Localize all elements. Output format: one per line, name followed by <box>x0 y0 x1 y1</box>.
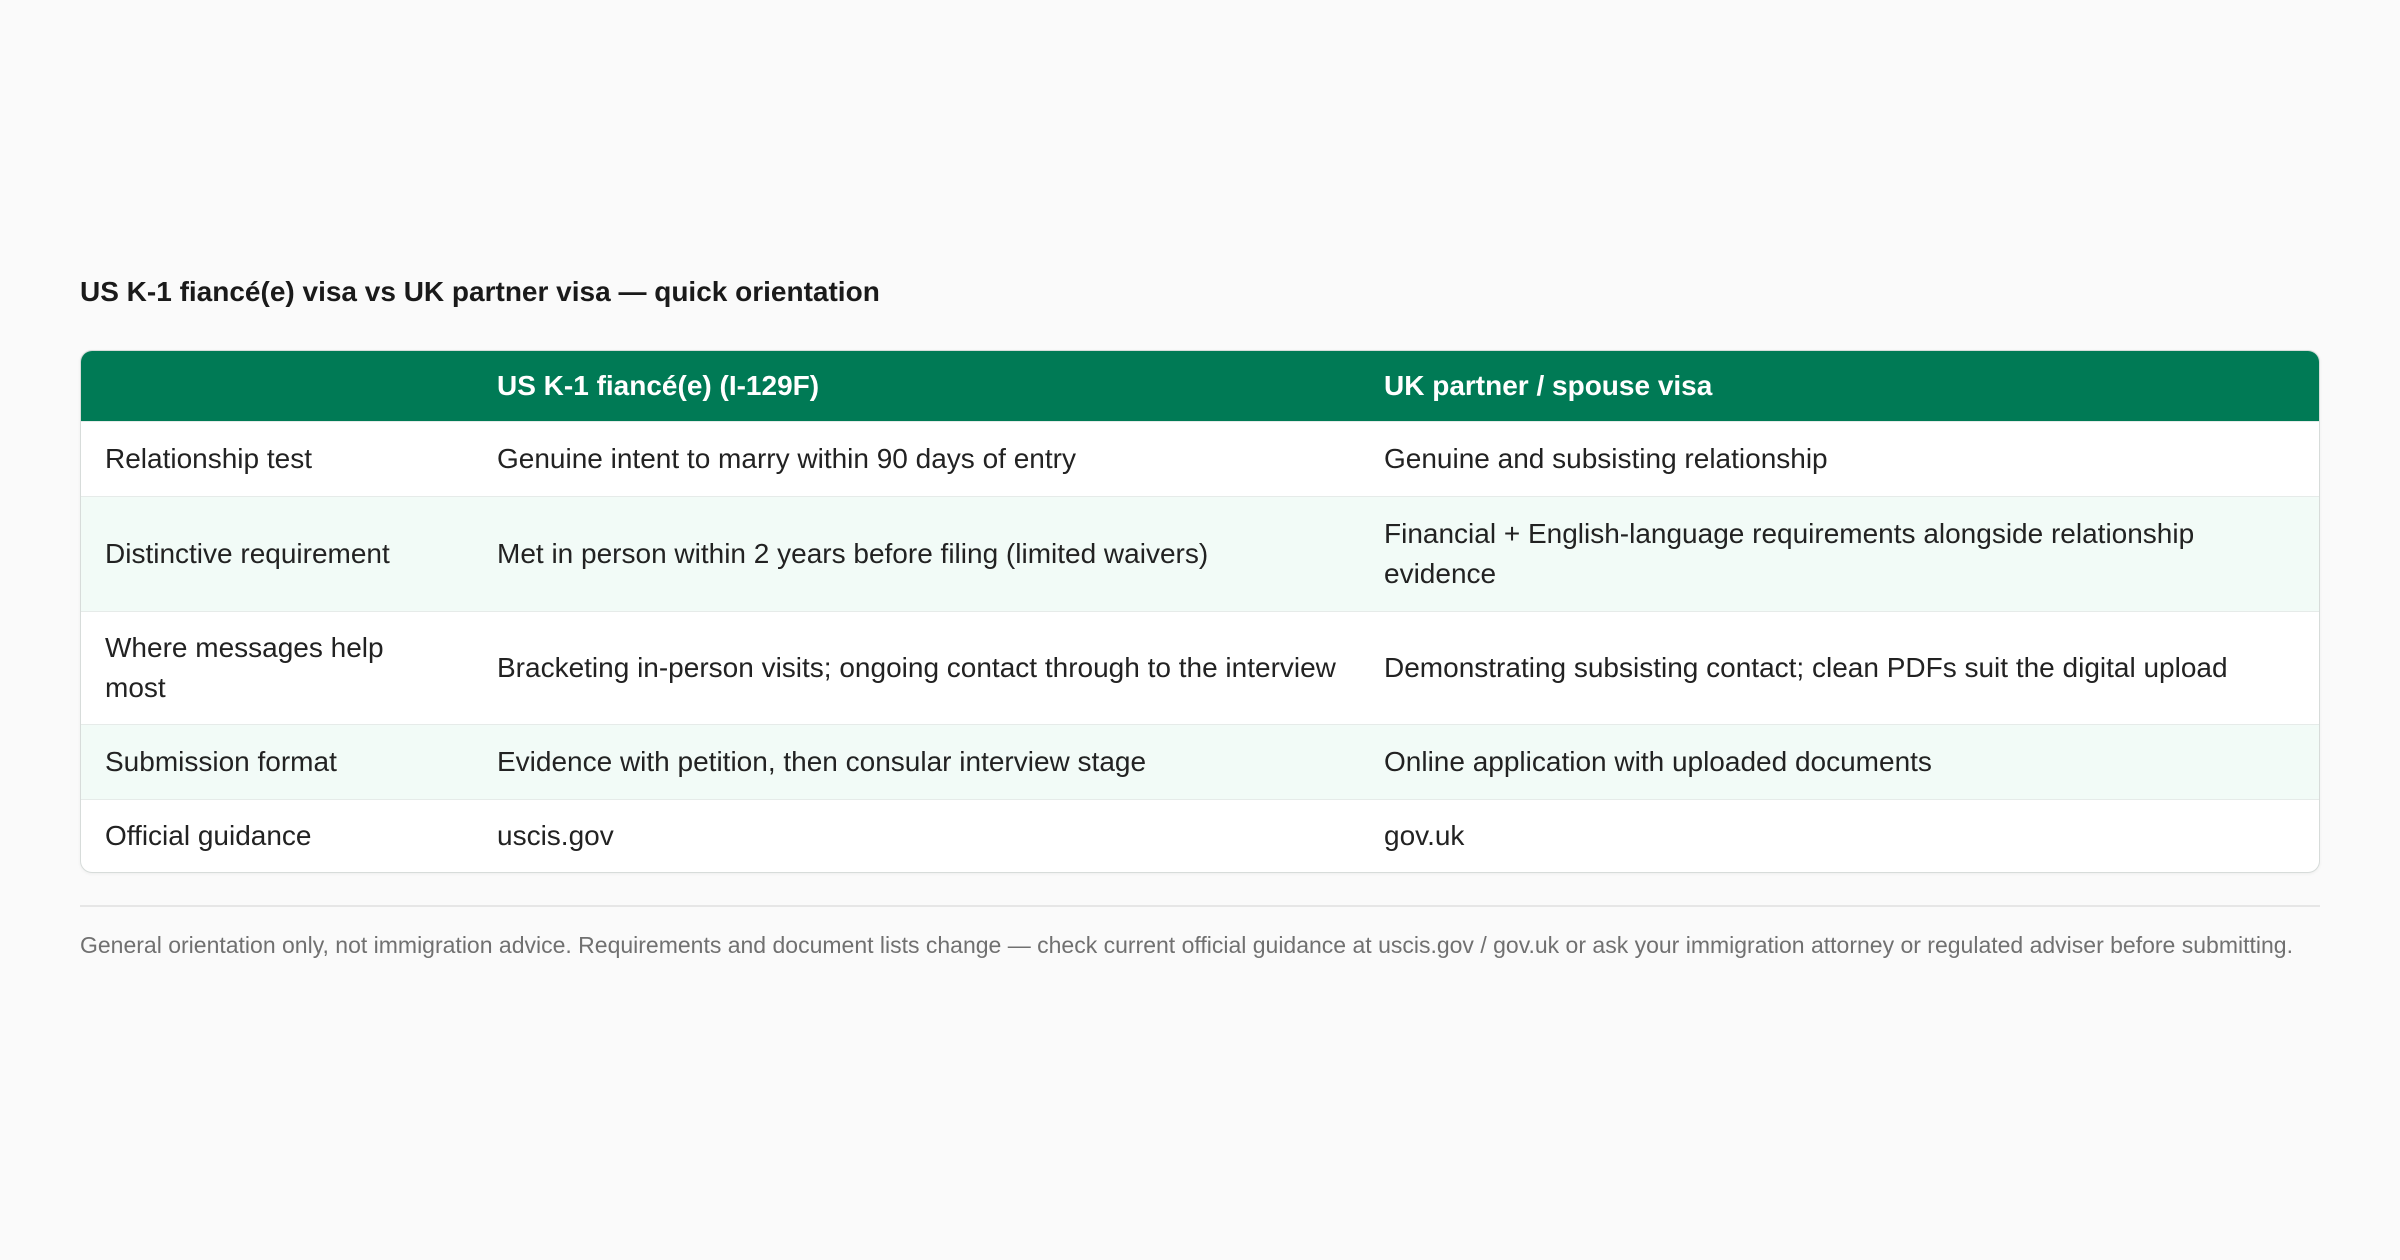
table-row <box>81 422 2319 497</box>
row-label: Where messages help most <box>81 612 473 725</box>
us-cell: uscis.gov <box>473 800 1360 873</box>
comparison-table-card <box>80 350 2320 873</box>
header-cell-criteria <box>81 351 473 422</box>
header-cell-us-k1: US K-1 fiancé(e) (I-129F) <box>473 351 1360 422</box>
uk-cell: gov.uk <box>1360 800 2319 873</box>
comparison-section <box>80 270 2320 961</box>
uk-cell: Financial + English-language requirements alongside relationship evidence <box>1360 497 2319 612</box>
table-header-row <box>81 351 2319 422</box>
us-cell: Met in person within 2 years before filing (limited waivers) <box>473 497 1360 612</box>
table-row <box>81 497 2319 612</box>
page-title: US K-1 fiancé(e) visa vs UK partner visa — quick orientation <box>80 276 880 307</box>
row-label: Relationship test <box>81 422 473 497</box>
table-row <box>81 612 2319 725</box>
uk-cell: Online application with uploaded documents <box>1360 725 2319 800</box>
row-label: Submission format <box>81 725 473 800</box>
us-cell: Genuine intent to marry within 90 days of entry <box>473 422 1360 497</box>
footnote: General orientation only, not immigration advice. Requirements and document lists change — check current official guidance at uscis.gov / gov.uk or ask your immigration attorney or regulated adviser before submitting. <box>80 932 2293 958</box>
row-label: Official guidance <box>81 800 473 873</box>
uk-cell: Demonstrating subsisting contact; clean PDFs suit the digital upload <box>1360 612 2319 725</box>
uk-cell: Genuine and subsisting relationship <box>1360 422 2319 497</box>
table-row <box>81 725 2319 800</box>
divider <box>80 905 2320 907</box>
row-label: Distinctive requirement <box>81 497 473 612</box>
us-cell: Bracketing in-person visits; ongoing contact through to the interview <box>473 612 1360 725</box>
comparison-table <box>81 351 2319 872</box>
us-cell: Evidence with petition, then consular interview stage <box>473 725 1360 800</box>
header-cell-uk-partner: UK partner / spouse visa <box>1360 351 2319 422</box>
table-row <box>81 800 2319 873</box>
